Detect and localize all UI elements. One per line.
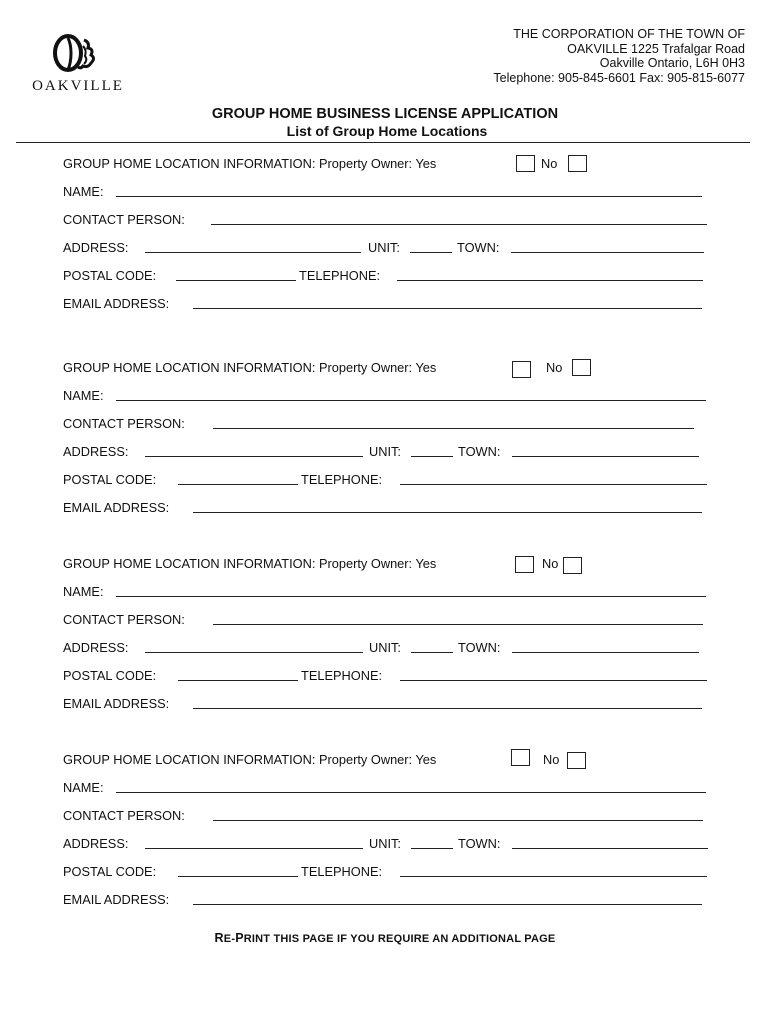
- town-field[interactable]: [512, 652, 699, 653]
- owner-yes-checkbox[interactable]: [516, 155, 535, 172]
- name-field[interactable]: [116, 792, 706, 793]
- reprint-initial-r: R: [214, 931, 224, 945]
- name-field[interactable]: [116, 196, 702, 197]
- unit-label: UNIT:: [368, 240, 400, 255]
- address-field[interactable]: [145, 848, 363, 849]
- postal-code-label: POSTAL CODE:: [63, 668, 157, 683]
- owner-no-checkbox[interactable]: [563, 557, 582, 574]
- name-field[interactable]: [116, 596, 706, 597]
- unit-label: UNIT:: [369, 444, 401, 459]
- contact-person-field[interactable]: [213, 820, 703, 821]
- reprint-text-b: RINT THIS PAGE IF YOU REQUIRE AN ADDITIONAL PAGE: [243, 933, 556, 945]
- address-label: ADDRESS:: [63, 836, 129, 851]
- oakville-logo: [22, 34, 134, 96]
- postal-code-field[interactable]: [178, 680, 298, 681]
- owner-no-label: No: [543, 752, 560, 767]
- address-label: ADDRESS:: [63, 444, 129, 459]
- town-label: TOWN:: [457, 240, 500, 255]
- reprint-initial-p: P: [235, 931, 244, 945]
- address-field[interactable]: [145, 252, 361, 253]
- email-address-field[interactable]: [193, 308, 702, 309]
- owner-no-label: No: [546, 360, 563, 375]
- contact-person-label: CONTACT PERSON:: [63, 612, 185, 627]
- telephone-label: TELEPHONE:: [301, 472, 383, 487]
- contact-person-label: CONTACT PERSON:: [63, 416, 185, 431]
- location-heading: GROUP HOME LOCATION INFORMATION: Property Owner: Yes: [63, 360, 437, 375]
- name-label: NAME:: [63, 184, 104, 199]
- address-line: Telephone: 905-845-6601 Fax: 905-815-6077: [493, 70, 745, 85]
- email-address-field[interactable]: [193, 708, 702, 709]
- unit-field[interactable]: [411, 848, 453, 849]
- name-label: NAME:: [63, 388, 104, 403]
- owner-no-checkbox[interactable]: [572, 359, 591, 376]
- address-field[interactable]: [145, 456, 363, 457]
- owner-yes-checkbox[interactable]: [515, 556, 534, 573]
- email-address-field[interactable]: [193, 904, 702, 905]
- contact-person-field[interactable]: [211, 224, 707, 225]
- town-field[interactable]: [511, 252, 704, 253]
- page-subtitle: List of Group Home Locations: [286, 123, 488, 139]
- owner-no-checkbox[interactable]: [567, 752, 586, 769]
- unit-label: UNIT:: [369, 640, 401, 655]
- postal-code-field[interactable]: [178, 484, 298, 485]
- reprint-text-a: E-: [223, 933, 236, 945]
- location-heading: GROUP HOME LOCATION INFORMATION: Property Owner: Yes: [63, 752, 437, 767]
- email-address-field[interactable]: [193, 512, 702, 513]
- contact-person-field[interactable]: [213, 428, 694, 429]
- postal-code-label: POSTAL CODE:: [63, 472, 157, 487]
- contact-person-label: CONTACT PERSON:: [63, 212, 185, 227]
- town-field[interactable]: [512, 456, 699, 457]
- unit-label: UNIT:: [369, 836, 401, 851]
- email-address-label: EMAIL ADDRESS:: [63, 500, 170, 515]
- town-label: TOWN:: [458, 444, 501, 459]
- unit-field[interactable]: [411, 652, 453, 653]
- name-field[interactable]: [116, 400, 706, 401]
- town-field[interactable]: [512, 848, 708, 849]
- owner-no-label: No: [542, 556, 559, 571]
- telephone-field[interactable]: [400, 876, 707, 877]
- contact-person-field[interactable]: [213, 624, 703, 625]
- address-line: OAKVILLE 1225 Trafalgar Road: [567, 41, 745, 56]
- owner-no-label: No: [541, 156, 558, 171]
- town-label: TOWN:: [458, 640, 501, 655]
- telephone-field[interactable]: [400, 484, 707, 485]
- telephone-field[interactable]: [400, 680, 707, 681]
- email-address-label: EMAIL ADDRESS:: [63, 296, 170, 311]
- postal-code-label: POSTAL CODE:: [63, 864, 157, 879]
- page-title: GROUP HOME BUSINESS LICENSE APPLICATION: [211, 106, 559, 122]
- telephone-field[interactable]: [397, 280, 703, 281]
- unit-field[interactable]: [411, 456, 453, 457]
- owner-yes-checkbox[interactable]: [512, 361, 531, 378]
- telephone-label: TELEPHONE:: [301, 668, 383, 683]
- telephone-label: TELEPHONE:: [301, 864, 383, 879]
- unit-field[interactable]: [410, 252, 452, 253]
- reprint-notice: [0, 931, 770, 945]
- postal-code-label: POSTAL CODE:: [63, 268, 157, 283]
- name-label: NAME:: [63, 584, 104, 599]
- oak-leaf-logo-icon: [50, 34, 106, 74]
- name-label: NAME:: [63, 780, 104, 795]
- telephone-label: TELEPHONE:: [299, 268, 381, 283]
- address-label: ADDRESS:: [63, 640, 129, 655]
- owner-yes-checkbox[interactable]: [511, 749, 530, 766]
- contact-person-label: CONTACT PERSON:: [63, 808, 185, 823]
- owner-no-checkbox[interactable]: [568, 155, 587, 172]
- town-label: TOWN:: [458, 836, 501, 851]
- header-divider: [16, 142, 750, 143]
- address-field[interactable]: [145, 652, 363, 653]
- email-address-label: EMAIL ADDRESS:: [63, 696, 170, 711]
- logo-wordmark: OAKVILLE: [32, 78, 124, 94]
- postal-code-field[interactable]: [178, 876, 298, 877]
- location-heading: GROUP HOME LOCATION INFORMATION: Property Owner: Yes: [63, 156, 437, 171]
- address-label: ADDRESS:: [63, 240, 129, 255]
- postal-code-field[interactable]: [176, 280, 296, 281]
- location-heading: GROUP HOME LOCATION INFORMATION: Property Owner: Yes: [63, 556, 437, 571]
- address-line: THE CORPORATION OF THE TOWN OF: [513, 27, 745, 41]
- address-line: Oakville Ontario, L6H 0H3: [599, 56, 745, 70]
- email-address-label: EMAIL ADDRESS:: [63, 892, 170, 907]
- municipal-address: [493, 27, 745, 85]
